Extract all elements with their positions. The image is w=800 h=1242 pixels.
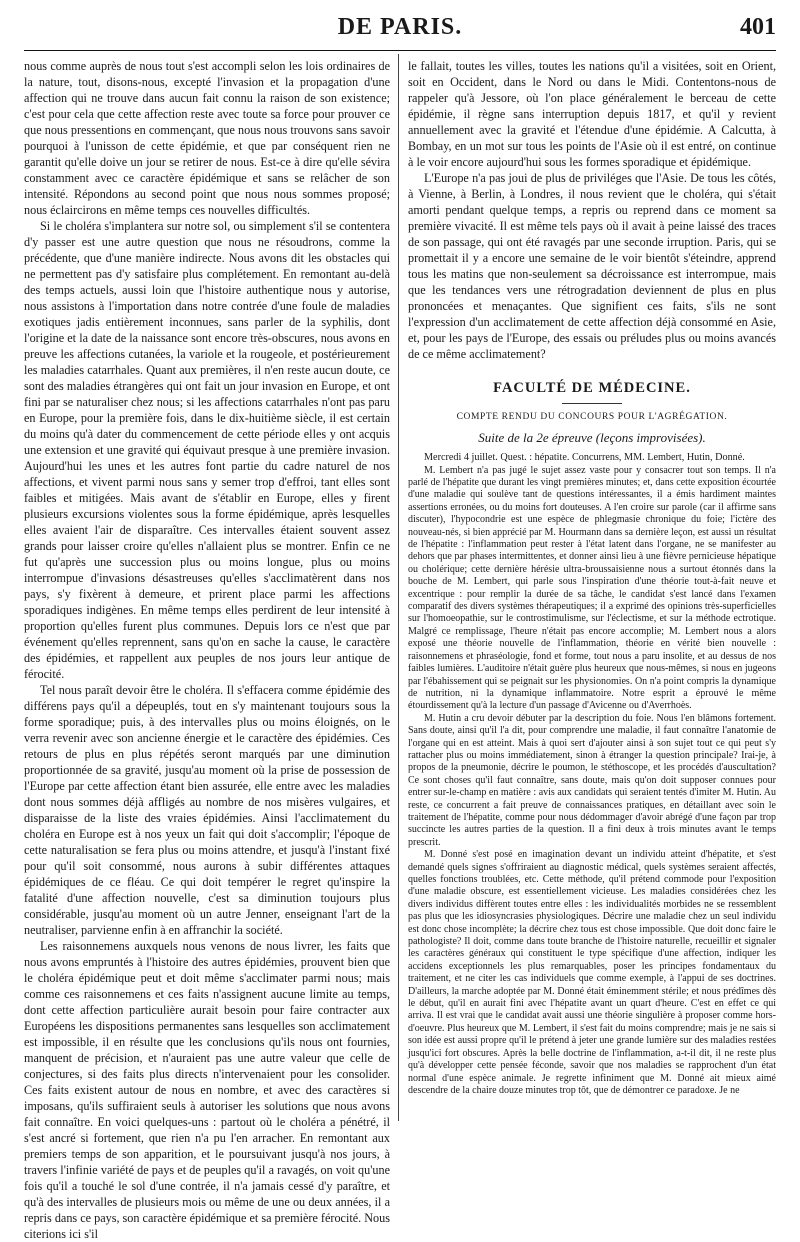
section-subtitle: COMPTE RENDU DU CONCOURS POUR L'AGRÉGATION.	[456, 412, 728, 422]
running-title: DE PARIS.	[337, 14, 463, 40]
paragraph: M. Hutin a cru devoir débuter par la description du foie. Nous l'en blâmons fortement. Sans doute, ainsi qu'il l'a dit, pour comprendre une maladie, il faut connaître l'anatomie de l'organe qui en est atteint. Mais à quoi sert d'ajouter ainsi à son sujet tout ce qui peut s'y rattacher plus ou moins immédiatement, sinon à étranger la question principale? Irai-je, à propos de la pneumonie, décrire le poumon, le stéthoscope, et les procédés d'auscultation? Ce sont choses qu'il faut connaître, sans doute, mais qu'on doit supposer connues pour entrer sur-le-champ en matière : avis aux candidats qui seraient tentés d'imiter M. Hutin. Au reste, ce concurrent a fait preuve de connaissances pratiques, en détaillant avec soin le traitement de l'hépatite, comme pour nous dédommager d'avoir abrégé d'une façon par trop succincte les autres parties de la question. Il a fini deux à trois minutes avant le temps prescrit.	[408, 712, 776, 848]
paragraph: Si le choléra s'implantera sur notre sol, ou simplement s'il se contentera d'y passer est une autre question que nous ne résoudrons, comme la précédente, que d'une manière indirecte. Nous avons dit les obstacles qui ne permettent pas d'y satisfaire plus complétement. En remontant au-delà des temps actuels, aussi loin que l'histoire authentique nous y autorise, nous assistons à l'importation dans notre contrée d'une foule de maladies exotiques jadis entièrement inconnues, sans parler de la syphilis, dont l'origine et la date de la naissance sont encore très-obscures, nous avons en preuve les affections cutanées, la variole et la rougeole, et postérieurement les maladies catarrhales. Quant aux premières, il n'en reste aucun doute, ce sont des maladies étrangères qui ont fait un jour invasion en Europe, et ont fini par se naturaliser chez nous; si les affections catarrhales n'ont pas paru en Europe, pour la première fois, dans le dix-huitième siècle, il est certain du moins qu'à dater du commencement de cette période elles y ont acquis une extension et une gravité qui équivaut presque à une première invasion. Aujourd'hui les unes et les autres font partie du cadre naturel de nos affections, et vivent parmi nous sans y semer trop d'effroi, tant elles sont faibles et mitigées. Mais avant de s'établir en Europe, elles y firent plusieurs excursions violentes sous la forme épidémique, après lesquelles elles avaient l'air de disparaître. Ces intervalles étaient souvent assez grands pour laisser croire qu'elles n'allaient plus se montrer. Enfin ce ne fut qu'après une succession plus ou moins longue, plus ou moins interrompue d'invasions désastreuses qu'elles s'acclimatèrent dans nos pays, s'y fixèrent à demeure, et prirent place parmi les affections sporadiques indigènes. En même temps elles perdirent de leur intensité à proportion qu'elles furent plus communes. Depuis lors ce n'est que par événement qu'elles reprennent, sans qu'on en sache la cause, le caractère des épidémies, et rappellent aux peuples de nos jours leur antique de férocité.	[24, 219, 390, 681]
paragraph: Tel nous paraît devoir être le choléra. Il s'effacera comme épidémie des différens pays qu'il a dépeuplés, tout en s'y maintenant toujours sous la forme sporadique; puis, à des intervalles plus ou moins éloignés, on le verra revenir avec son ancienne énergie et le caractère des épidémies. Ces retours de plus en plus répétés seront marqués par une diminution proportionnée de sa gravité, jusqu'au moment où la prise de possession de l'Europe par cette affection étant bien assurée, elle entre avec les maladies dont nous sommes déjà affligés au nombre de nos misères vulgaires, et disparaisse de la liste des vraies épidémies. Ainsi l'acclimatement du choléra en Europe est à nos yeux un fait qui doit s'accomplir; l'époque de cette naturalisation se fera plus ou moins attendre, et jusqu'à l'instant fixé pour qu'il soit consommé, nous aurons à subir différentes attaques épidémiques de ce fléau. Ce qui doit tempérer le regret qu'inspire la fatalité d'une affection nouvelle, c'est sa diminution toujours plus considérable, jusqu'au moment où un autre Jenner, enseignant l'art de la neutraliser, parvienne enfin à en affranchir la société.	[24, 683, 390, 937]
section-title: FACULTÉ DE MÉDECINE.	[493, 380, 691, 396]
section-subtitle-2: Suite de la 2e épreuve (leçons improvisées).	[478, 430, 706, 445]
header-rule	[24, 50, 776, 51]
paragraph: nous comme auprès de nous tout s'est accompli selon les lois ordinaires de la nature, tout, disons-nous, excepté l'invasion et la propagation d'une affection qui ne trouve dans aucun fait connu la raison de son existence; c'est pour cela que cette affection reste avec toute sa force pour prouver ce que nous pressentions en commençant, que nous nous trouvons sans savoir pourquoi à l'unisson de cette épidémie, et que par conséquent rien ne garantit qu'elle doive un jour se retirer de nous. Est-ce à dire qu'elle sévira constamment avec ce caractère épidémique et sans se relâcher de son intensité. Répondons au second point que nous nous sommes proposé; nous éclaircirons en même temps ces nouvelles difficultés.	[24, 59, 390, 217]
dateline: Mercredi 4 juillet. Quest. : hépatite. Concurrens, MM. Lembert, Hutin, Donné.	[424, 452, 745, 463]
page-number: 401	[740, 14, 776, 40]
paragraph: M. Lembert n'a pas jugé le sujet assez vaste pour y consacrer tout son temps. Il n'a parlé de l'hépatite que durant les vingt premières minutes; et, dans cette exposition écourtée d'une maladie qui soulève tant de questions intéressantes, il a émis hardiment maintes assertions erronées, ou du moins fort douteuses. A l'en croire sur parole (car il affirme sans discuter), l'hypocondrie est une espèce de phlegmasie chronique du foie; l'ictère des nouveau-nés, si bien apprécié par M. Hourmann dans sa dernière leçon, est aussi un résultat de l'hépatite : l'inflammation peut rester à l'état latent dans l'organe, ne se manifester au dehors que par phases intermittentes, et donner ainsi lieu à une fièvre pernicieuse hépatique ou cholérique; cette dernière hérésie ultra-broussaisienne nous a surtout étonnés dans la bouche de M. Lembert, qui parle sous l'inspiration d'une théorie tout-à-fait neuve et excentrique : pour remplir la durée de sa tâche, le candidat s'est lancé dans l'examen comparatif des divers systèmes thérapeutiques; il a exprimé des opinions très-superficielles sur l'homoeopathie, sur le controstimulisme, sur l'éclectisme, et sur la méthode ectrotique. Malgré ce remplissage, l'heure n'était pas encore accomplie; M. Lembert nous a alors exposé une théorie nouvelle de l'inflammation, théorie en vérité bien nouvelle : raisonnemens et phraséologie, fond et forme, tout nous a paru insolite, et au dessus de nos faibles lumières. L'auditoire n'était guère plus heureux que nous-mêmes, si nous en jugeons par l'ébahissement qui se peignait sur les physionomies. On n'a point compris la dynamique de nutrition, ni la dynamique inflammatoire. Notre esprit a éprouvé le même étourdissement qu'à la lecture d'un passage d'Avicenne ou d'Averrhoès.	[408, 464, 776, 712]
page-header	[24, 14, 776, 46]
paragraph: le fallait, toutes les villes, toutes les nations qu'il a visitées, soit en Orient, soit en Occident, dans le Nord ou dans le Midi. Contentons-nous de rappeler qu'à Jessore, où l'on place généralement le berceau de cette épidémie, il règne sans interruption depuis 1817, et qu'il y revient annuellement avec la gravité et l'étendue d'une épidémie. A Calcutta, à Bombay, en un mot sur tous les points de l'Asie où il est entré, on continue à le voir encore aujourd'hui sous les formes sporadique et épidémique.	[408, 59, 776, 169]
paragraph: L'Europe n'a pas joui de plus de priviléges que l'Asie. De tous les côtés, à Vienne, à Berlin, à Londres, il nous revient que le choléra, qui s'était amorti pendant quelque temps, a repris ou reprend dans ce moment sa première vivacité. Il est même tels pays où il avait à peine laissé des traces de son passage, qui ont été ravagés par une seconde irruption. Paris, qui se promettait il y a encore une semaine de le voir bientôt s'éteindre, apprend tous les matins que non-seulement sa décroissance est interrompue, mais que les tendances vers une rétrogradation deviennent de plus en plus prononcées et menaçantes. Que signifient ces faits, s'ils ne sont l'expression d'un acclimatement de cette affection déjà consommé en Asie, et, pour les pays de l'Europe, des essais ou préludes plus ou moins avancés de ce même acclimatement?	[408, 171, 776, 361]
left-column	[24, 58, 390, 1241]
paragraph: M. Donné s'est posé en imagination devant un individu atteint d'hépatite, et s'est demandé quels signes s'offriraient au diagnostic médical, quels systèmes seraient affectés, quelles fonctions troublées, etc. Cette méthode, qu'il prétend commode pour l'exposition d'une maladie obscure, est essentiellement vicieuse. Les maladies considérées chez les divers individus diffèrent toutes entre elles : les individualités morbides ne se ressemblent pas plus que les idiosyncrasies physiologiques. Décrire une maladie chez un seul individu est donc chose incomplète; la décrire chez tous est chose impossible. Que doit donc faire le pathologiste? Il doit, comme dans toute branche de l'histoire naturelle, recueillir et signaler les caractères généraux qui constituent le type spécifique d'une affection, indiquer les accidens exceptionnels les plus remarquables, poser les principes fondamentaux du traitement, et ne citer les cas individuels que comme exemple, à l'appui de ses doctrines. D'ailleurs, la marche adoptée par M. Donné était éminemment stérile; et nous prédîmes dès le début, qu'il en aurait fini avec l'hépatite avant un quart d'heure. C'est en effet ce qui arriva. Il est vrai que le candidat avait aussi une théorie singulière à proposer comme hors-d'oeuvre. Plus heureux que M. Lembert, il s'est fait du moins comprendre; mais je ne sais si son idée est aussi propre qu'il le prétend à jeter une grande lumière sur des maladies restées jusqu'ici fort obscures. Après la belle doctrine de l'inflammation, a-t-il dit, il ne reste plus qu'à développer cette pensée féconde, savoir que nos maladies se rapprochent d'un état normal d'une espèce animale. Je regrette infiniment que M. Donné ait mieux aimé descendre de la chaire douze minutes trop tôt, que de démontrer ce paradoxe. Je ne	[408, 849, 776, 1096]
right-column	[408, 58, 776, 1121]
section-body	[408, 465, 776, 1098]
paragraph: Les raisonnemens auxquels nous venons de nous livrer, les faits que nous avons empruntés à l'histoire des autres épidémies, prouvent bien que le choléra épidémique peut et doit même s'acclimater parmi nous; mais comme ces raisonnemens et ces faits n'assignent aucune limite au temps, dont cette affection particulière aurait besoin pour faire contracter aux Européens les dispositions permanentes sans lesquelles son acclimatement est impossible, il en résulte que les conclusions qu'ils nous ont fournies, manquent de précision, et n'auraient pas une autre valeur que celle de conjectures, si des faits plus directs n'intervenaient pour les consolider. Ces faits existent autour de nous en nombre, et avec des caractères si imposans, qu'ils suffiraient seuls à autoriser les solutions que nous avons fait connaître. En voici quelques-uns : partout où le choléra a pénétré, il s'est ancré si fortement, que rien n'a pu l'en arracher. En remontant aux premiers temps de son apparition, et le poursuivant jusqu'à nos jours, à travers l'infinie variété de pays et de peuples qu'il a ravagés, on voit qu'une fois qu'il a touché le sol d'une contrée, il n'a jamais cessé d'y paraître, et qu'à des intervalles de plusieurs mois ou même de une ou deux années, il a repris dans ce pays, son caractère épidémique et sa première férocité. Nous citerions ici s'il	[24, 939, 390, 1241]
article-continuation	[408, 58, 776, 362]
column-divider	[398, 54, 399, 1121]
section-rule	[562, 403, 622, 404]
